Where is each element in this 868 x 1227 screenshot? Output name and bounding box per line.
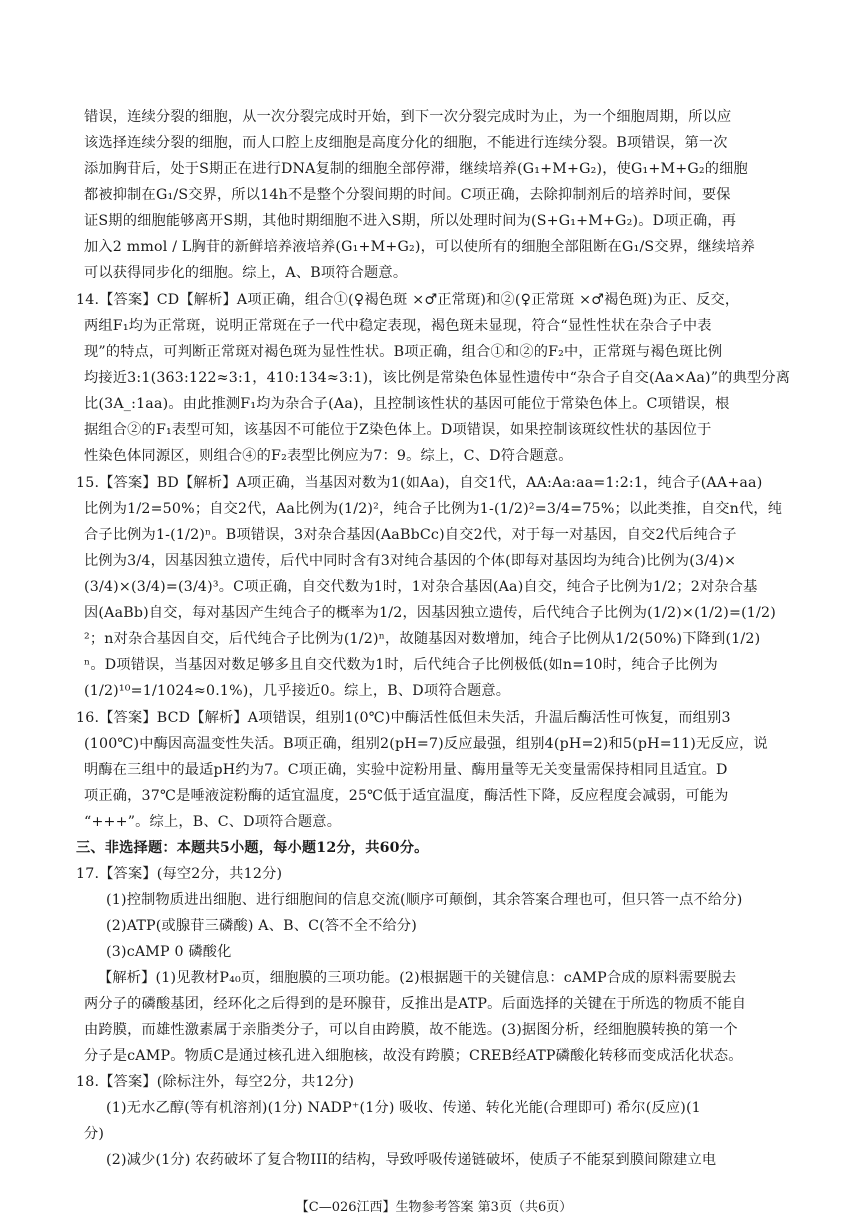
text-line-21: ²；n对杂合基因自交，后代纯合子比例为(1/2)ⁿ，故随基因对数增加，纯合子比例从1/2(50%)下降到(1/2): [84, 631, 761, 647]
text-line-7: 可以获得同步化的细胞。综上，A、B项符合题意。: [84, 265, 408, 281]
q16-answer-line: 16.【答案】BCD【解析】A项错误，组别1(0℃)中酶活性低但未失活，升温后酶活性可恢复，而组别3: [76, 710, 731, 726]
text-line-4: 都被抑制在G₁/S交界，所以14h不是整个分裂间期的时间。C项正确，去除抑制剂后的培养时间，要保: [84, 187, 731, 203]
text-line-11: 均接近3:1(363:122≈3:1，410:134≈3:1)，该比例是常染色体显性遗传中“杂合子自交(Aa×Aa)”的典型分离: [84, 370, 791, 386]
text-line-22: ⁿ。D项错误，当基因对数足够多且自交代数为1时，后代纯合子比例极低(如n=10时，纯合子比例为: [84, 657, 718, 673]
q18-answer-line: 18.【答案】(除标注外，每空2分，共12分): [76, 1074, 355, 1090]
q14-answer-line: 14.【答案】CD【解析】A项正确，组合①(♀褐色斑 ×♂正常斑)和②(♀正常斑 ×♂褐色斑)为正、反交，: [76, 292, 740, 308]
text-line-41: (2)减少(1分) 农药破坏了复合物III的结构，导致呼吸传递链破坏，使质子不能泵到膜间隙建立电: [106, 1152, 717, 1168]
text-line-6: 加入2 mmol / L胸苷的新鲜培养液培养(G₁+M+G₂)，可以使所有的细胞全部阻断在G₁/S交界，继续培养: [84, 239, 756, 255]
text-line-26: 明酶在三组中的最适pH约为7。C项正确，实验中淀粉用量、酶用量等无关变量需保持相同且适宜。D: [84, 762, 728, 778]
text-line-14: 性染色体同源区，则组合④的F₂表型比例应为7：9。综上，C、D符合题意。: [84, 448, 573, 464]
text-line-20: 因(AaBb)自交，每对基因产生纯合子的概率为1/2，因基因独立遗传，后代纯合子比例为(1/2)×(1/2)=(1/2): [84, 605, 776, 621]
text-line-23: (1/2)¹⁰=1/1024≈0.1%)，几乎接近0。综上，B、D项符合题意。: [84, 683, 511, 699]
text-line-9: 两组F₁均为正常斑，说明正常斑在子一代中稳定表现，褐色斑未显现，符合“显性性状在杂合子中表: [84, 318, 712, 334]
text-line-40: 分): [84, 1126, 105, 1142]
text-line-39: (1)无水乙醇(等有机溶剂)(1分) NADP⁺(1分) 吸收、传递、转化光能(合理即可) 希尔(反应)(1: [106, 1100, 701, 1116]
text-line-27: 项正确，37℃是唾液淀粉酶的适宜温度，25℃低于适宜温度，酶活性下降，反应程度会减弱，可能为: [84, 788, 729, 804]
text-line-2: 该选择连续分裂的细胞，而人口腔上皮细胞是高度分化的细胞，不能进行连续分裂。B项错误，第一次: [84, 135, 728, 151]
text-line-34: 【解析】(1)见教材P₄₀页，细胞膜的三项功能。(2)根据题干的关键信息：cAMP合成的原料需要脱去: [98, 970, 737, 986]
text-line-10: 现”的特点，可判断正常斑对褐色斑为显性性状。B项正确，组合①和②的F₂中，正常斑与褐色斑比例: [84, 344, 723, 360]
page-footer: 【C—026江西】生物参考答案 第3页（共6页）: [295, 1200, 573, 1215]
text-line-17: 合子比例为1-(1/2)ⁿ。B项错误，3对杂合基因(AaBbCc)自交2代，对于每一对基因，自交2代后纯合子: [84, 527, 737, 543]
text-line-19: (3/4)×(3/4)=(3/4)³。C项正确，自交代数为1时，1对杂合基因(Aa)自交，纯合子比例为1/2；2对杂合基: [84, 579, 758, 595]
section-heading: 三、非选择题：本题共5小题，每小题12分，共60分。: [76, 840, 429, 856]
text-line-13: 据组合②的F₁表型可知，该基因不可能位于Z染色体上。D项错误，如果控制该斑纹性状的基因位于: [84, 422, 712, 438]
text-line-5: 证S期的细胞能够离开S期，其他时期细胞不进入S期，所以处理时间为(S+G₁+M+G₂)。D项正确，再: [84, 213, 737, 229]
text-line-33: (3)cAMP 0 磷酸化: [106, 944, 232, 960]
text-line-16: 比例为1/2=50%；自交2代，Aa比例为(1/2)²，纯合子比例为1-(1/2)²=3/4=75%；以此类推，自交n代，纯: [84, 501, 783, 517]
text-line-1: 错误，连续分裂的细胞，从一次分裂完成时开始，到下一次分裂完成时为止，为一个细胞周期，所以应: [84, 109, 732, 125]
text-line-28: “+++”。综上，B、C、D项符合题意。: [84, 814, 342, 830]
q15-answer-line: 15.【答案】BD【解析】A项正确，当基因对数为1(如Aa)，自交1代，AA:Aa:aa=1:2:1，纯合子(AA+aa): [76, 475, 763, 491]
text-line-31: (1)控制物质进出细胞、进行细胞间的信息交流(顺序可颠倒，其余答案合理也可，但只答一点不给分): [106, 892, 743, 908]
text-line-36: 由跨膜，而雄性激素属于亲脂类分子，可以自由跨膜，故不能选。(3)据图分析，经细胞膜转换的第一个: [84, 1022, 738, 1038]
text-line-25: (100℃)中酶因高温变性失活。B项正确，组别2(pH=7)反应最强，组别4(pH=2)和5(pH=11)无反应，说: [84, 736, 768, 752]
q17-answer-line: 17.【答案】(每空2分，共12分): [76, 866, 283, 882]
text-line-35: 两分子的磷酸基团，经环化之后得到的是环腺苷，反推出是ATP。后面选择的关键在于所选的物质不能自: [84, 996, 747, 1012]
text-line-18: 比例为3/4，因基因独立遗传，后代中同时含有3对纯合基因的个体(即每对基因均为纯合)比例为(3/4)×: [84, 553, 737, 569]
text-line-32: (2)ATP(或腺苷三磷酸) A、B、C(答不全不给分): [106, 918, 417, 934]
text-line-3: 添加胸苷后，处于S期正在进行DNA复制的细胞全部停滞，继续培养(G₁+M+G₂)，使G₁+M+G₂的细胞: [84, 161, 748, 177]
text-line-12: 比(3A_:1aa)。由此推测F₁均为杂合子(Aa)，且控制该性状的基因可能位于常染色体上。C项错误，根: [84, 396, 730, 412]
text-line-37: 分子是cAMP。物质C是通过核孔进入细胞核，故没有跨膜；CREB经ATP磷酸化转移而变成活化状态。: [84, 1048, 743, 1064]
